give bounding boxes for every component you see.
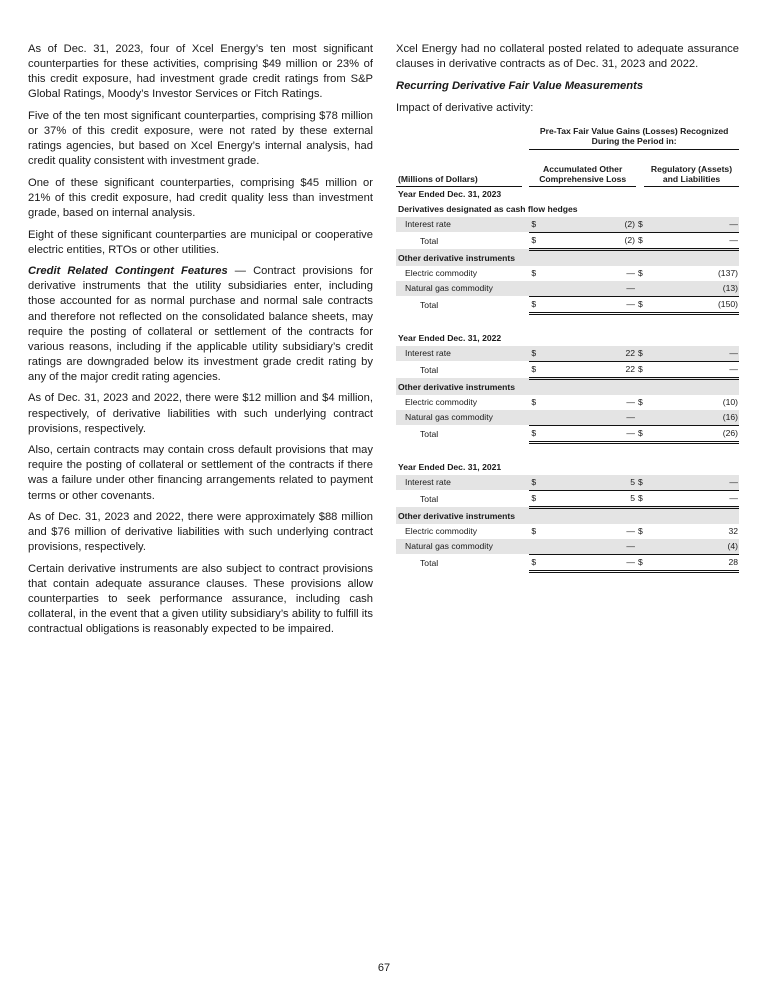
other-label: Other derivative instruments xyxy=(396,507,739,524)
currency: $ xyxy=(529,346,624,362)
aocl-value: 5 xyxy=(624,475,636,491)
paragraph: As of Dec. 31, 2023 and 2022, there were approximately $88 million and $76 million of derivative liabilities with such underlying contract provisions, respectively. xyxy=(28,511,373,554)
table-row xyxy=(396,232,739,249)
currency: $ xyxy=(636,296,644,313)
row-label: Interest rate xyxy=(396,346,522,362)
paragraph: Certain derivative instruments are also subject to contract provisions that contain adequate assurance clauses. These provisions allow counterparties to seek performance assurance, including cash collateral, in the event that a given utility subsidiary’s ability to fulfill its contractual obligations is reasonably expected to be impaired. xyxy=(28,562,373,636)
regulatory-value: (16) xyxy=(644,410,739,426)
year-label: Year Ended Dec. 31, 2023 xyxy=(398,188,502,199)
row-label: Electric commodity xyxy=(405,267,478,278)
table-row xyxy=(396,554,739,571)
regulatory-value: (150) xyxy=(644,296,739,313)
table-row xyxy=(396,524,739,539)
aocl-value: — xyxy=(624,281,636,297)
paragraph: As of Dec. 31, 2023, four of Xcel Energy’s ten most significant counterparties for these activities, comprising $49 million or 23% of this credit exposure, had investment grade credit ratings from S&P Global Ratings, Moody’s Investor Services or Fitch Ratings. xyxy=(28,43,373,101)
regulatory-value: (4) xyxy=(644,539,739,555)
year-label: Year Ended Dec. 31, 2022 xyxy=(398,332,502,343)
currency: $ xyxy=(531,267,537,278)
year-label: Year Ended Dec. 31, 2021 xyxy=(398,461,502,472)
row-label: Interest rate xyxy=(396,217,522,233)
column-header-aocl: Accumulated Other Comprehensive Loss xyxy=(529,149,636,186)
currency: $ xyxy=(636,475,644,491)
aocl-value: (2) xyxy=(624,217,636,233)
paragraph: Xcel Energy had no collateral posted related to adequate assurance clauses in derivative contracts as of Dec. 31, 2023 and 2022. xyxy=(396,43,739,71)
row-label: Total xyxy=(420,429,439,440)
section-heading: Recurring Derivative Fair Value Measurements xyxy=(396,79,644,92)
regulatory-value: (26) xyxy=(644,425,739,442)
currency: $ xyxy=(636,425,644,442)
regulatory-value: — xyxy=(644,490,739,507)
row-label: Total xyxy=(420,365,439,376)
currency: $ xyxy=(636,554,644,571)
regulatory-value: — xyxy=(644,217,739,233)
paragraph: Also, certain contracts may contain cross default provisions that may require the posting of collateral or settlement of the contracts if there was a failure under other financing arrangements related to payment terms or other covenants. xyxy=(28,444,373,502)
paragraph: One of these significant counterparties, comprising $45 million or 21% of this credit exposure, had credit quality less than investment grade, based on internal analysis. xyxy=(28,176,373,219)
regulatory-value: — xyxy=(644,232,739,249)
table-row xyxy=(396,395,739,410)
table-row xyxy=(396,410,739,426)
row-label: Total xyxy=(420,494,439,505)
paragraph: Five of the ten most significant counterparties, comprising $78 million or 37% of this credit exposure, were not rated by these external ratings agencies, but based on Xcel Energy’s internal analysis, had credit quality consistent with investment grade. xyxy=(28,109,373,168)
aocl-value: — xyxy=(624,410,636,426)
aocl-value: — xyxy=(624,296,636,313)
currency: $ xyxy=(529,490,624,507)
row-label: Natural gas commodity xyxy=(396,539,522,555)
aocl-value: — xyxy=(626,267,635,278)
row-label: Electric commodity xyxy=(405,525,478,536)
super-header: Pre-Tax Fair Value Gains (Losses) Recognized During the Period in: xyxy=(529,126,739,150)
derivative-impact-table xyxy=(396,126,739,573)
aocl-value: — xyxy=(624,539,636,555)
row-label: Interest rate xyxy=(396,475,522,491)
table-row xyxy=(396,266,739,281)
currency: $ xyxy=(636,217,644,233)
paragraph: Impact of derivative activity: xyxy=(396,101,534,114)
currency: $ xyxy=(531,396,537,407)
regulatory-value: 32 xyxy=(728,525,738,536)
aocl-value: 22 xyxy=(624,361,636,378)
aocl-value: (2) xyxy=(624,232,636,249)
aocl-value: — xyxy=(626,525,635,536)
row-label: Natural gas commodity xyxy=(396,410,522,426)
table-row xyxy=(396,296,739,313)
table-row xyxy=(396,346,739,362)
left-column xyxy=(28,42,373,644)
currency: $ xyxy=(529,361,624,378)
aocl-value: 5 xyxy=(624,490,636,507)
row-label: Total xyxy=(420,236,439,247)
paragraph: As of Dec. 31, 2023 and 2022, there were $12 million and $4 million, respectively, of derivative liabilities with such underlying contract provisions, respectively. xyxy=(28,392,373,435)
regulatory-value: — xyxy=(644,346,739,362)
aocl-value: 22 xyxy=(624,346,636,362)
regulatory-value: — xyxy=(644,361,739,378)
currency: $ xyxy=(529,296,624,313)
table-row xyxy=(396,281,739,297)
paragraph: Eight of these significant counterparties are municipal or cooperative electric entities, RTOs or other utilities. xyxy=(28,228,373,256)
right-column xyxy=(396,42,739,573)
page-number: 67 xyxy=(377,962,391,974)
column-header-regulatory: Regulatory (Assets) and Liabilities xyxy=(644,149,739,186)
currency: $ xyxy=(529,232,624,249)
currency: $ xyxy=(636,346,644,362)
aocl-value: — xyxy=(624,554,636,571)
credit-text: — Contract provisions for derivative instruments that the utility subsidiaries enter, including those accounted for as normal purchase and normal sale contracts and therefore not reflected on the consolidated balance sheets, may require the posting of collateral or settlement of the contracts for various reasons, including if the applicable utility subsidiary’s credit ratings are downgraded below its investment grade credit rating by any of the major credit rating agencies. xyxy=(28,265,373,383)
currency: $ xyxy=(531,525,537,536)
currency: $ xyxy=(638,267,643,278)
table-row xyxy=(396,361,739,378)
currency: $ xyxy=(638,525,643,536)
regulatory-value: (13) xyxy=(644,281,739,297)
currency: $ xyxy=(636,232,644,249)
row-label: Total xyxy=(420,558,439,569)
regulatory-value: (137) xyxy=(717,267,738,278)
currency: $ xyxy=(529,425,624,442)
table-row xyxy=(396,217,739,233)
currency: $ xyxy=(529,554,624,571)
other-label: Other derivative instruments xyxy=(396,249,739,266)
row-label: Electric commodity xyxy=(405,396,478,407)
other-label: Other derivative instruments xyxy=(396,378,739,395)
currency: $ xyxy=(636,490,644,507)
aocl-value: — xyxy=(624,425,636,442)
table-row xyxy=(396,475,739,491)
currency: $ xyxy=(529,217,624,233)
column-header-units: (Millions of Dollars) xyxy=(396,149,522,186)
row-label: Total xyxy=(420,300,439,311)
row-label: Natural gas commodity xyxy=(396,281,522,297)
table-row xyxy=(396,425,739,442)
regulatory-value: (10) xyxy=(722,396,738,407)
table-row xyxy=(396,539,739,555)
aocl-value: — xyxy=(626,396,635,407)
credit-paragraph xyxy=(28,264,373,385)
currency: $ xyxy=(636,361,644,378)
regulatory-value: 28 xyxy=(644,554,739,571)
credit-heading: Credit Related Contingent Features xyxy=(28,265,228,278)
currency: $ xyxy=(638,396,643,407)
regulatory-value: — xyxy=(644,475,739,491)
hedge-label: Derivatives designated as cash flow hedges xyxy=(398,203,578,214)
currency: $ xyxy=(529,475,624,491)
table-row xyxy=(396,490,739,507)
